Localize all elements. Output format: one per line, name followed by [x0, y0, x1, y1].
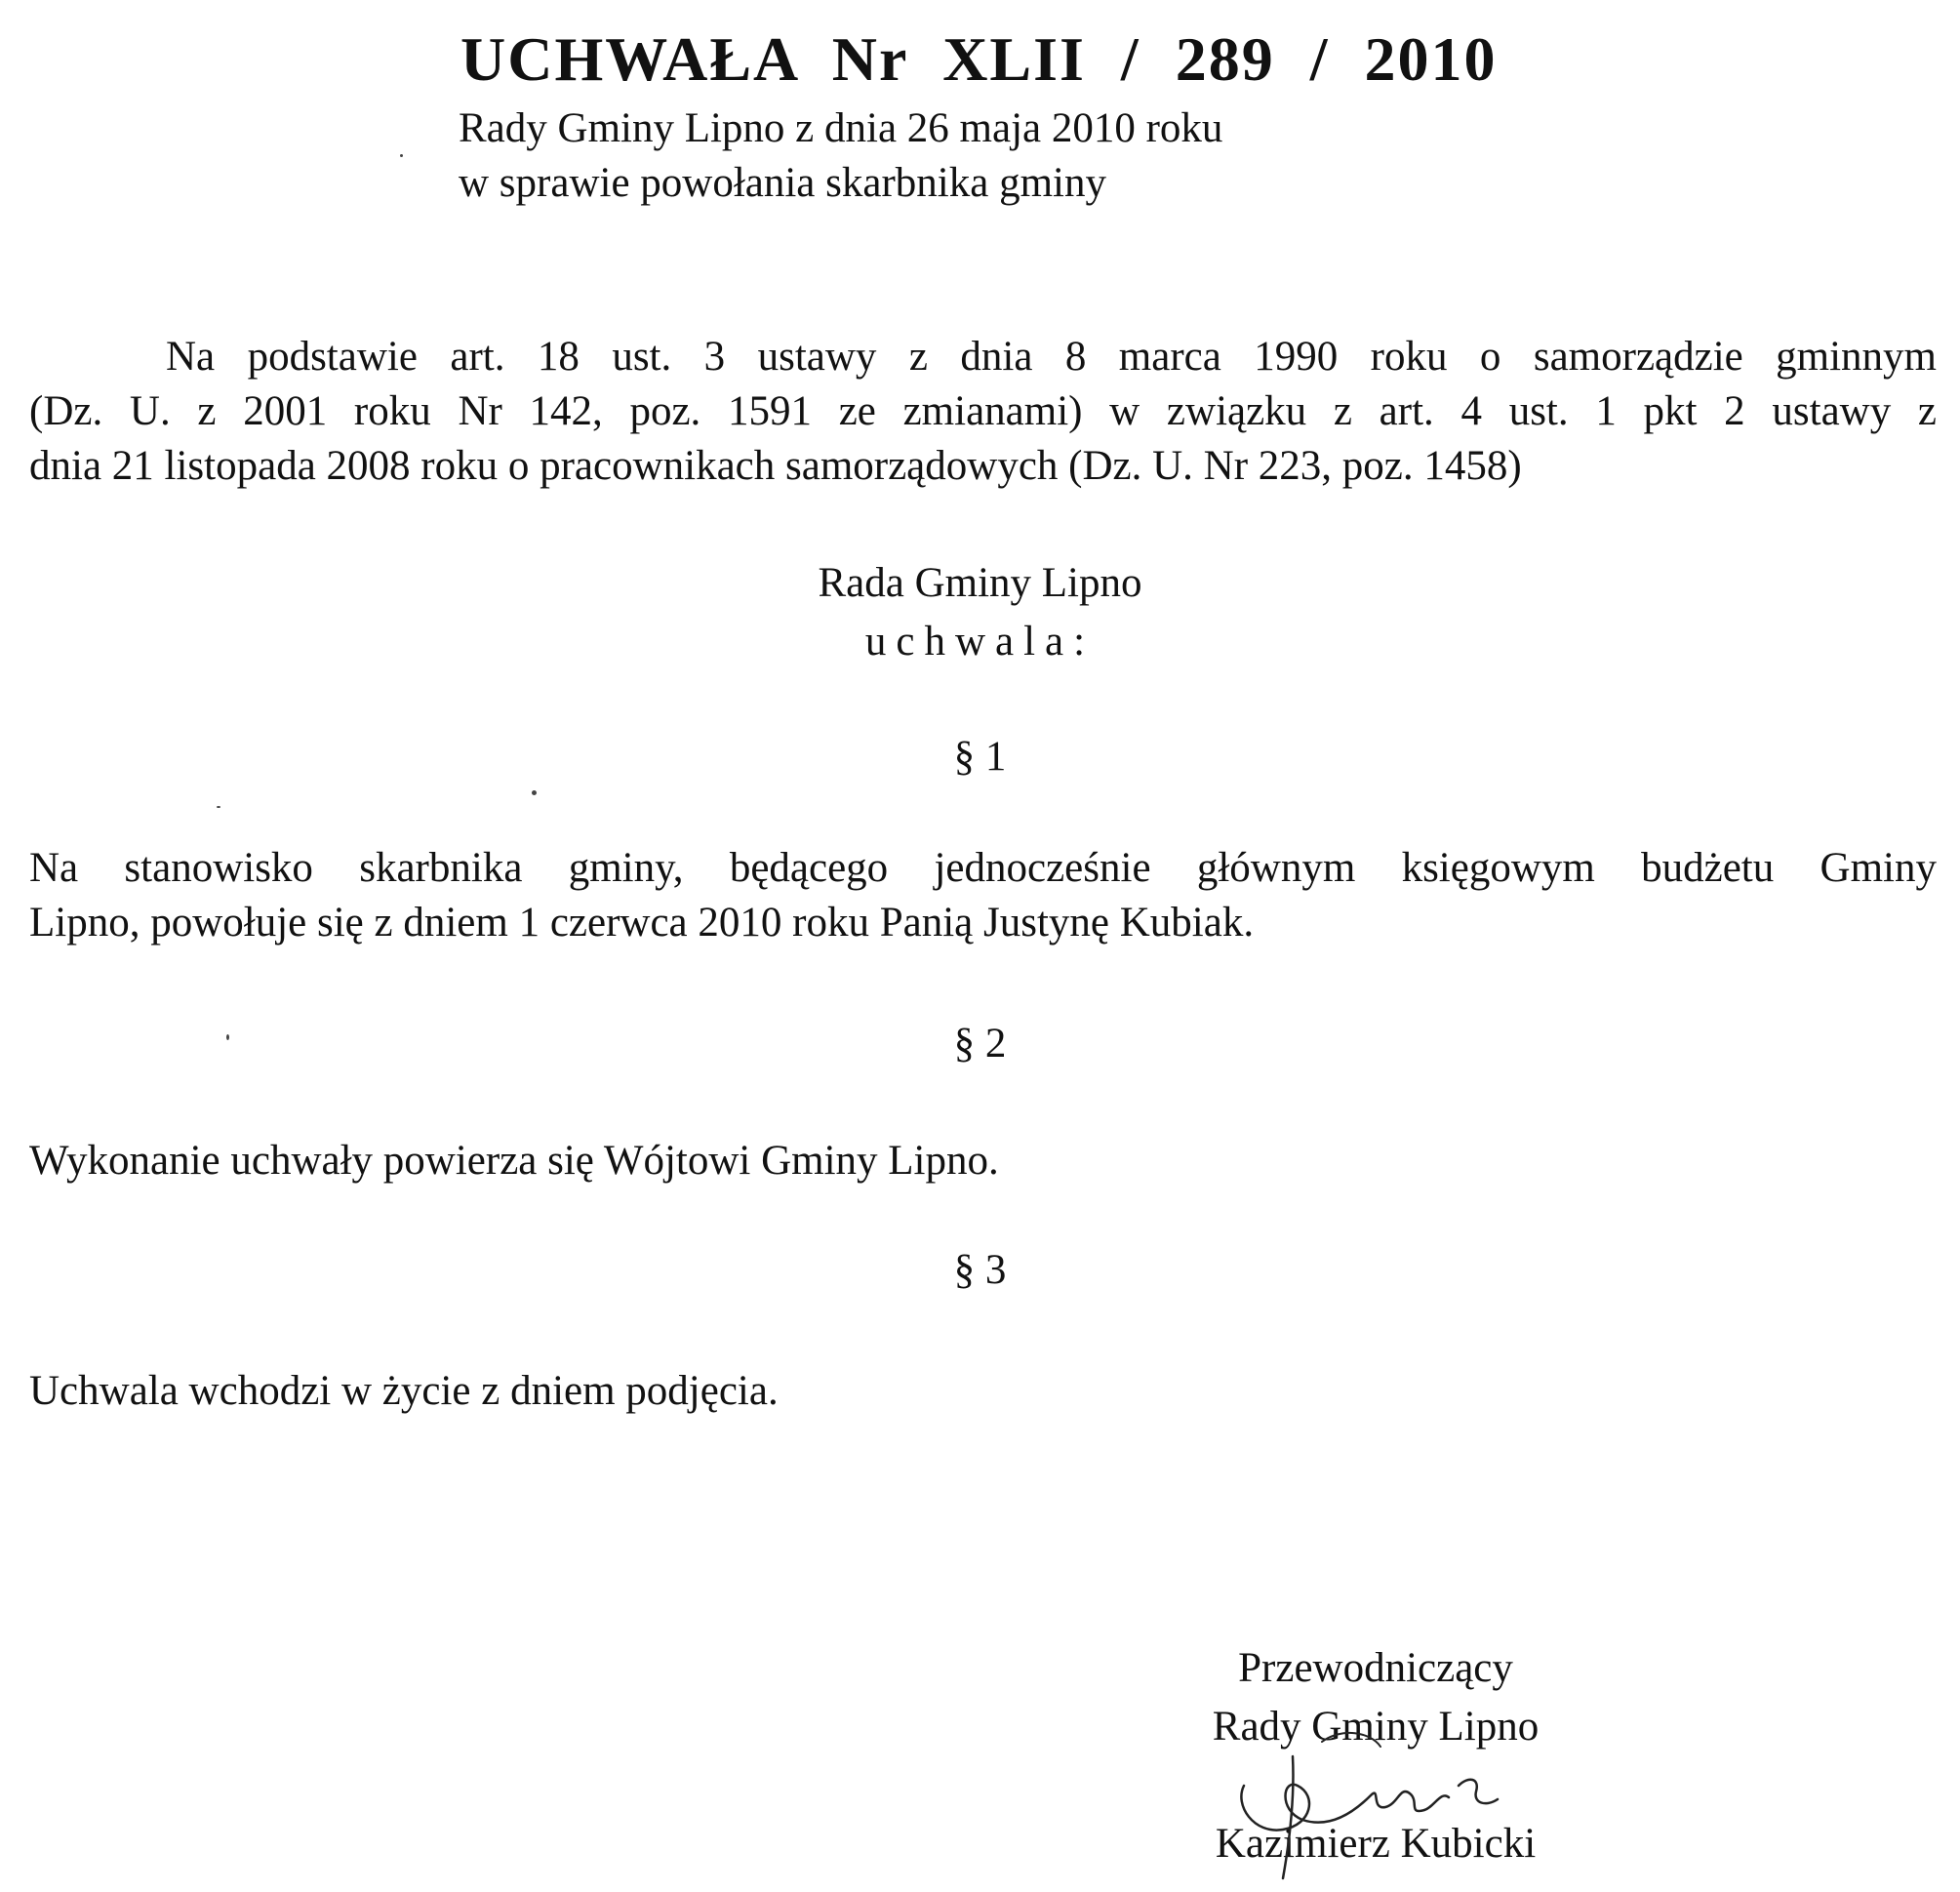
resolving-verb: uchwala:: [864, 619, 1096, 664]
section-1-line: Na stanowisko skarbnika gminy, będącego jednocześnie głównym księgowym budżetu Gminy: [29, 845, 1937, 891]
signature-role: Przewodniczący: [1238, 1645, 1513, 1691]
section-1-paragraph: [29, 841, 1937, 950]
document-title: UCHWAŁA Nr XLII / 289 / 2010: [460, 24, 1498, 94]
resolving-body: Rada Gminy Lipno: [818, 560, 1142, 606]
section-3-text: Uchwala wchodzi w życie z dniem podjęcia.: [29, 1368, 779, 1414]
preamble-line: dnia 21 listopada 2008 roku o pracownikach samorządowych (Dz. U. Nr 223, poz. 1458): [29, 443, 1522, 489]
scan-speck: [217, 806, 220, 808]
scan-speck: [400, 154, 403, 157]
section-mark-3: § 3: [953, 1247, 1007, 1293]
document-subtitle-date: Rady Gminy Lipno z dnia 26 maja 2010 roku: [459, 105, 1223, 151]
section-mark-2: § 2: [953, 1021, 1007, 1067]
preamble-line: Na podstawie art. 18 ust. 3 ustawy z dnia 8 marca 1990 roku o samorządzie gminnym: [166, 334, 1937, 380]
document-subtitle-subject: w sprawie powołania skarbnika gminy: [459, 160, 1106, 206]
scan-speck: [532, 790, 537, 795]
handwritten-signature: [1224, 1717, 1517, 1883]
section-mark-1: § 1: [953, 734, 1007, 780]
section-1-line: Lipno, powołuje się z dniem 1 czerwca 2010 roku Panią Justynę Kubiak.: [29, 900, 1255, 946]
section-2-text: Wykonanie uchwały powierza się Wójtowi Gminy Lipno.: [29, 1138, 999, 1184]
signature-name: Kazimierz Kubicki: [1215, 1821, 1537, 1867]
preamble-line: (Dz. U. z 2001 roku Nr 142, poz. 1591 ze zmianami) w związku z art. 4 ust. 1 pkt 2 ustawy z: [29, 388, 1937, 434]
signature-council: Rady Gminy Lipno: [1212, 1704, 1540, 1750]
scan-speck: [226, 1034, 229, 1040]
preamble-paragraph: [29, 330, 1937, 494]
